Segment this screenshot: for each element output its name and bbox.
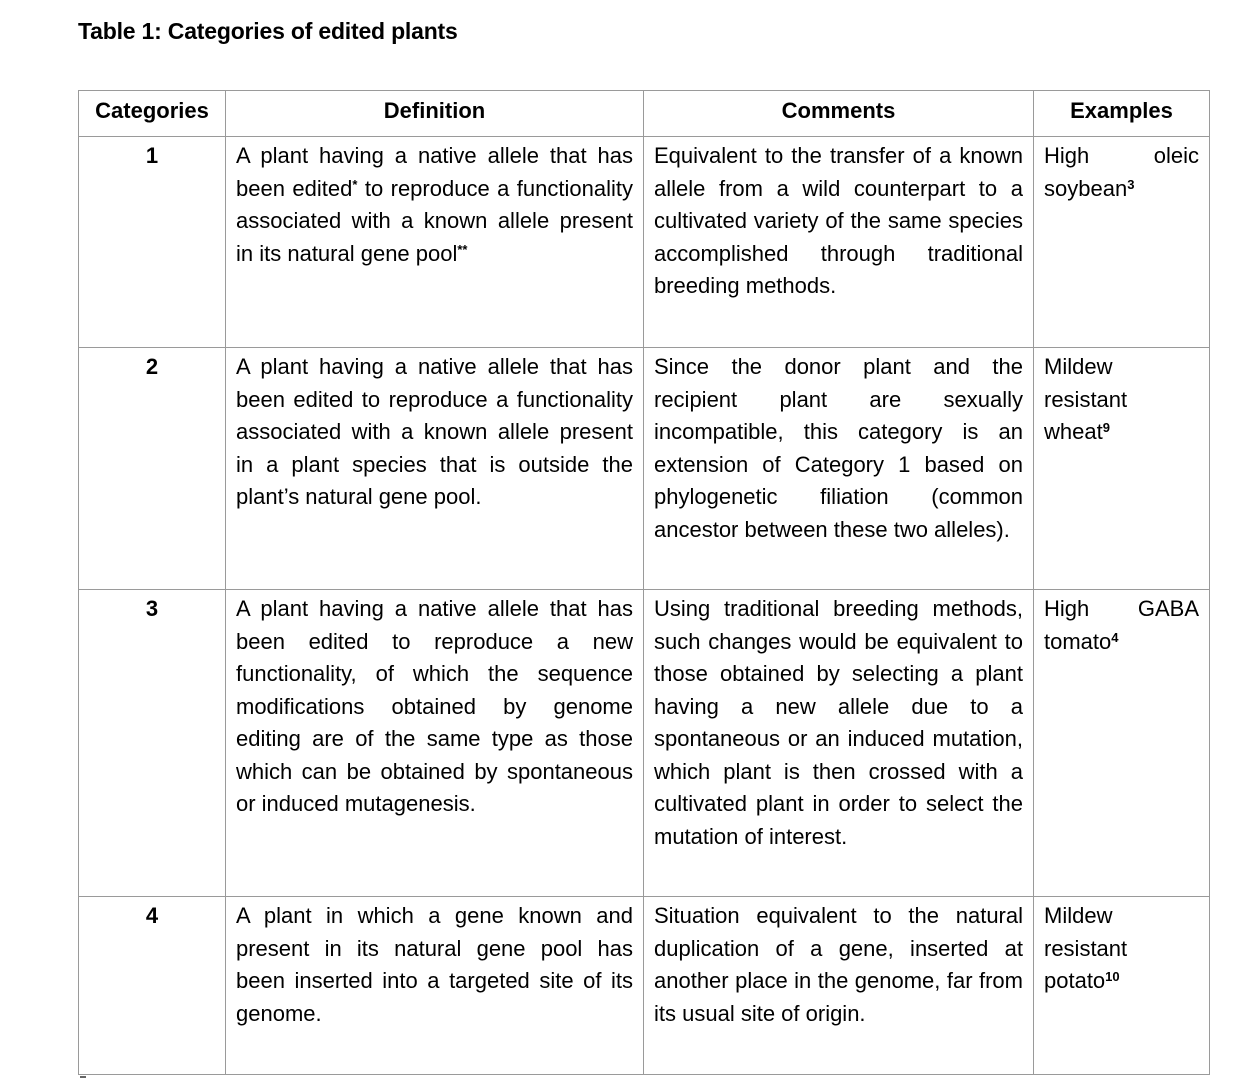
definition-text-cont: to reproduce a functionality associated with a known allele present in its natural gene pool — [236, 175, 633, 266]
table-row — [79, 348, 1210, 590]
comments-cell: Situation equivalent to the natural duplication of a gene, inserted at another place in the genome, far from its usual site of origin. — [644, 897, 1034, 1075]
example-cell — [1034, 348, 1210, 590]
reference-number: 4 — [1111, 629, 1119, 645]
table-row — [79, 590, 1210, 897]
table-row — [79, 137, 1210, 348]
table-caption: Table 1: Categories of edited plants — [78, 18, 458, 44]
reference-number: 9 — [1102, 420, 1110, 435]
definition-cell: A plant having a native allele that has been edited to reproduce a functionality associated with a known allele present in a plant species that is outside the plant’s natural gene pool. — [226, 348, 644, 590]
page-edge-mark — [80, 1076, 86, 1078]
table-row — [79, 897, 1210, 1075]
example-cell — [1034, 897, 1210, 1075]
definition-cell — [226, 137, 644, 348]
comments-cell: Equivalent to the transfer of a known allele from a wild counterpart to a cultivated variety of the same species accomplished through traditional breeding methods. — [644, 137, 1034, 348]
header-row — [79, 91, 1210, 137]
example-text: High oleic soybean — [1044, 143, 1199, 201]
category-cell: 1 — [79, 137, 226, 348]
definition-text: A plant having a native allele that has been edited — [236, 143, 633, 201]
category-cell: 4 — [79, 897, 226, 1075]
definition-cell: A plant in which a gene known and present in its natural gene pool has been inserted into a targeted site of its genome. — [226, 897, 644, 1075]
example-cell — [1034, 137, 1210, 348]
reference-number: 10 — [1105, 969, 1120, 984]
comments-cell: Since the donor plant and the recipient plant are sexually incompatible, this category is an extension of Category 1 based on phylogenetic filiation (common ancestor between these two alleles). — [644, 348, 1034, 590]
comments-cell: Using traditional breeding methods, such changes would be equivalent to those obtained by selecting a plant having a new allele due to a spontaneous or an induced mutation, which plant is then crossed with a cultivated plant in order to select the mutation of interest. — [644, 590, 1034, 897]
reference-number: 3 — [1127, 176, 1135, 192]
header-categories: Categories — [79, 91, 226, 137]
header-comments: Comments — [644, 91, 1034, 137]
definition-cell: A plant having a native allele that has been edited to reproduce a new functionality, of which the sequence modifications obtained by genome editing are of the same type as those which can be obtained by spontaneous or induced mutagenesis. — [226, 590, 644, 897]
header-definition: Definition — [226, 91, 644, 137]
example-text: Mildew resistant potato — [1044, 903, 1128, 993]
footnote-mark: * — [352, 176, 358, 192]
example-text: Mildew resistant wheat — [1044, 354, 1128, 444]
category-cell: 2 — [79, 348, 226, 590]
footnote-mark: ** — [457, 241, 468, 257]
example-text: High GABA tomato — [1044, 596, 1199, 654]
header-examples: Examples — [1034, 91, 1210, 137]
category-cell: 3 — [79, 590, 226, 897]
categories-table — [78, 90, 1210, 1075]
example-cell — [1034, 590, 1210, 897]
